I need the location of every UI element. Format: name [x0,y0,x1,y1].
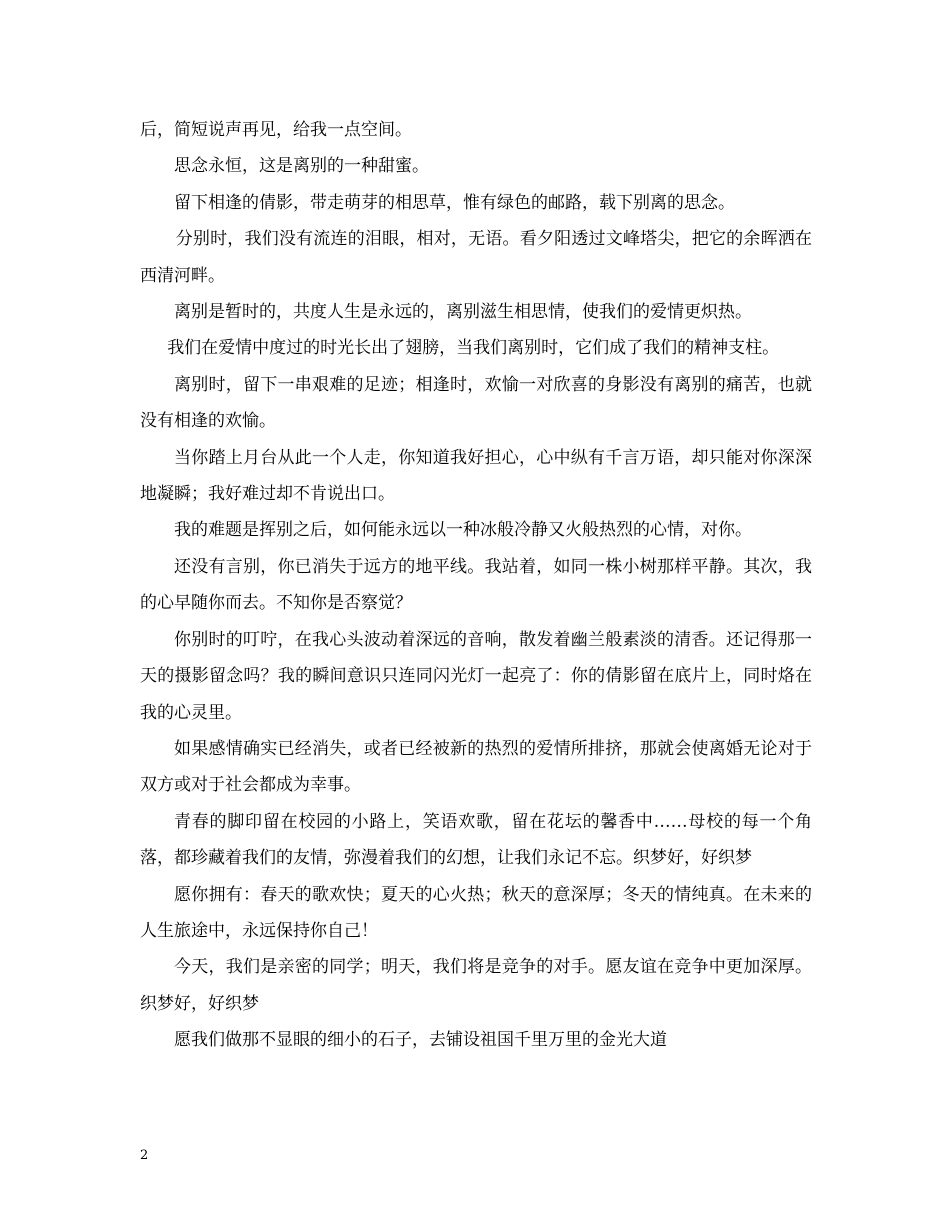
paragraph: 离别时，留下一串艰难的足迹；相逢时，欢愉一对欣喜的身影没有离别的痛苦，也就没有相逢的欢愉。 [140,374,812,432]
page-number: 2 [140,1148,149,1163]
paragraph: 我的难题是挥别之后，如何能永远以一种冰般冷静又火般热烈的心情，对你。 [174,520,752,541]
paragraph: 离别是暂时的，共度人生是永远的，离别滋生相思情，使我们的爱情更炽热。 [174,302,752,323]
body-text [140,112,812,1059]
paragraph: 你别时的叮咛，在我心头波动着深远的音响，散发着幽兰般素淡的清香。还记得那一天的摄影留念吗？我的瞬间意识只连同闪光灯一起亮了：你的倩影留在底片上，同时烙在我的心灵里。 [140,629,812,723]
paragraph: 我们在爱情中度过的时光长出了翅膀，当我们离别时，它们成了我们的精神支柱。 [167,338,780,359]
paragraph: 今天，我们是亲密的同学；明天，我们将是竞争的对手。愿友谊在竞争中更加深厚。 织梦好，好织梦 [140,957,812,1014]
paragraph: 愿我们做那不显眼的细小的石子，去铺设祖国千里万里的金光大道 [174,1030,667,1051]
paragraph: 留下相逢的倩影，带走萌芽的相思草，惟有绿色的邮路，载下别离的思念。 [174,192,735,213]
paragraph: 分别时，我们没有流连的泪眼，相对，无语。看夕阳透过文峰塔尖，把它的余晖洒在西清河畔。 [140,229,812,286]
paragraph: 如果感情确实已经消失，或者已经被新的热烈的爱情所排挤，那就会使离婚无论对于双方或对于社会都成为幸事。 [140,738,812,796]
paragraph: 还没有言别，你已消失于远方的地平线。我站着，如同一株小树那样平静。其次，我的心早随你而去。不知你是否察觉？ [140,556,812,614]
paragraph: 愿你拥有：春天的歌欢快；夏天的心火热；秋天的意深厚；冬天的情纯真。在未来的人生旅途中，永远保持你自己！ [140,884,812,941]
paragraph: 后，简短说声再见，给我一点空间。 [140,120,412,140]
paragraph: 青春的脚印留在校园的小路上，笑语欢歌，留在花坛的馨香中……母校的每一个角落，都珍藏着我们的友情，弥漫着我们的幻想，让我们永记不忘。织梦好，好织梦 [140,811,812,869]
paragraph: 当你踏上月台从此一个人走，你知道我好担心，心中纵有千言万语，却只能对你深深地凝瞬；我好难过却不肯说出口。 [140,447,812,505]
paragraph: 思念永恒，这是离别的一种甜蜜。 [174,156,429,177]
